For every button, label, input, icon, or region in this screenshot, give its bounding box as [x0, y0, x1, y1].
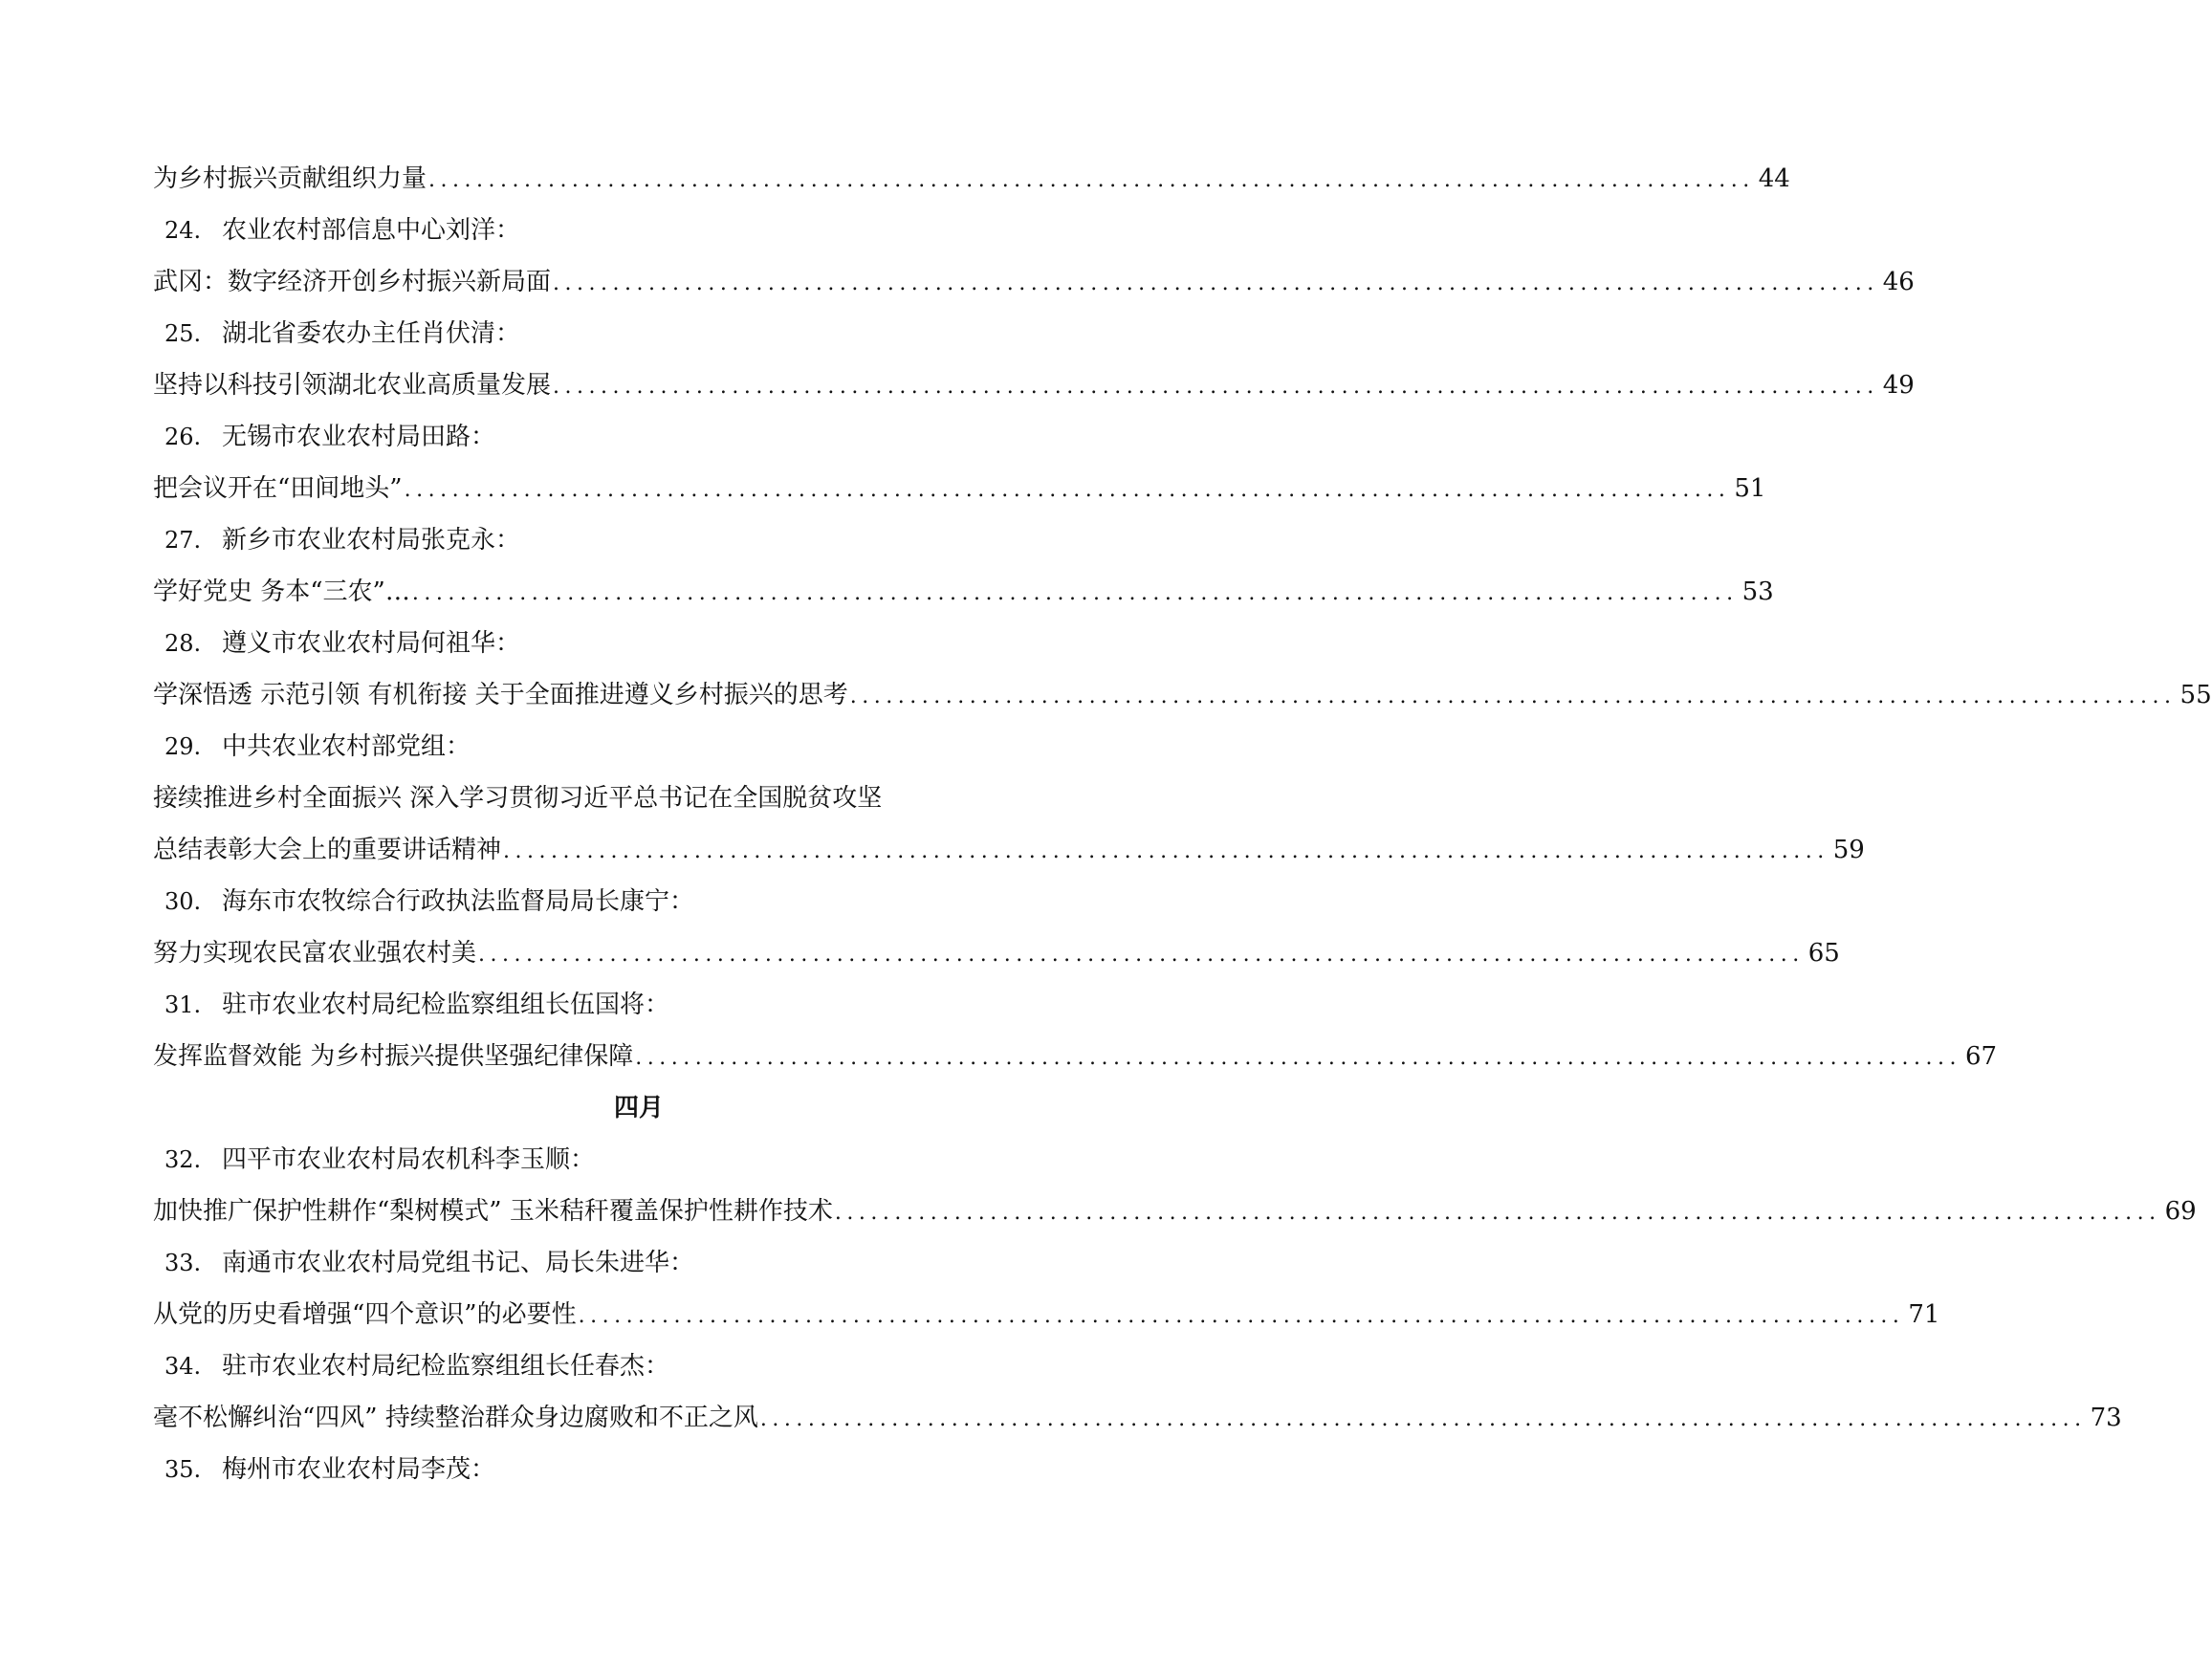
toc-title: 努力实现农民富农业强农村美	[153, 939, 477, 968]
author-text: 驻市农业农村局纪检监察组组长任春杰：	[222, 1352, 670, 1381]
toc-title: 加快推广保护性耕作“梨树模式” 玉米秸秆覆盖保护性耕作技术	[153, 1197, 833, 1226]
toc-page-number: 59	[1832, 836, 1865, 864]
author-text: 新乡市农业农村局张克永：	[222, 526, 521, 555]
toc-title-continued: 接续推进乡村全面振兴 深入学习贯彻习近平总书记在全国脱贫攻坚	[153, 784, 883, 813]
toc-title: 总结表彰大会上的重要讲话精神	[153, 836, 502, 864]
toc-entry-author	[153, 205, 1125, 256]
toc-page-number: 73	[2090, 1404, 2122, 1432]
toc-entry-title	[153, 1289, 1940, 1340]
entry-number: 25.	[164, 320, 202, 347]
toc-entry-title	[153, 669, 2212, 721]
entry-number: 28.	[164, 630, 202, 657]
entry-number: 35.	[164, 1456, 202, 1483]
toc-entry-author	[153, 876, 1125, 927]
toc-entry-author	[153, 1340, 1125, 1392]
toc-page-number: 44	[1758, 164, 1790, 193]
toc-title: 发挥监督效能 为乡村振兴提供坚强纪律保障	[153, 1042, 634, 1071]
toc-entry-author	[153, 721, 1125, 773]
toc-entry-title	[153, 153, 1790, 205]
author-text: 南通市农业农村局党组书记、局长朱进华：	[222, 1249, 695, 1277]
toc-entry-title	[153, 824, 1865, 876]
author-text: 遵义市农业农村局何祖华：	[222, 629, 521, 658]
entry-number: 32.	[164, 1146, 202, 1173]
author-text: 中共农业农村部党组：	[222, 732, 471, 761]
author-text: 无锡市农业农村局田路：	[222, 423, 496, 451]
leader-dots: ...............................................................................................................	[834, 1201, 2161, 1225]
leader-dots: ...............................................................................................................	[759, 1407, 2087, 1431]
entry-number: 24.	[164, 217, 202, 244]
toc-entry-author	[153, 514, 1125, 566]
entry-number: 29.	[164, 733, 202, 760]
toc-entry-author	[153, 1444, 1125, 1495]
toc-entry-author	[153, 308, 1125, 359]
toc-page-number: 65	[1807, 939, 1840, 968]
author-text: 梅州市农业农村局李茂：	[222, 1455, 496, 1484]
toc-title: 学好党史 务本“三农”…	[153, 577, 410, 606]
toc-entry-title	[153, 256, 1915, 308]
author-text: 农业农村部信息中心刘洋：	[222, 216, 521, 245]
leader-dots: ...............................................................................................................	[404, 478, 1731, 502]
toc-page	[153, 153, 2212, 1495]
entry-number: 27.	[164, 527, 202, 554]
author-text: 驻市农业农村局纪检监察组组长伍国将：	[222, 991, 670, 1019]
toc-title: 毫不松懈纠治“四风” 持续整治群众身边腐败和不正之风	[153, 1404, 758, 1432]
toc-page-number: 46	[1882, 268, 1915, 296]
toc-entry-author	[153, 411, 1125, 463]
toc-entry-title	[153, 463, 1766, 514]
toc-page-number: 49	[1882, 371, 1915, 400]
toc-page-number: 51	[1734, 474, 1766, 503]
author-text: 海东市农牧综合行政执法监督局局长康宁：	[222, 887, 695, 916]
leader-dots: ...............................................................................................................	[553, 375, 1879, 399]
toc-title: 把会议开在“田间地头”	[153, 474, 403, 503]
toc-title: 为乡村振兴贡献组织力量	[153, 164, 427, 193]
toc-entry-author	[153, 1237, 1125, 1289]
toc-title: 武冈：数字经济开创乡村振兴新局面	[153, 268, 552, 296]
leader-dots: ...............................................................................................................	[578, 1304, 1905, 1328]
toc-entry-title	[153, 1186, 2197, 1237]
leader-dots: ...............................................................................................................	[849, 685, 2177, 708]
toc-entry-title	[153, 1031, 1998, 1082]
toc-entry-title	[153, 566, 1774, 618]
leader-dots: ...............................................................................................................	[553, 272, 1879, 295]
entry-number: 34.	[164, 1353, 202, 1380]
toc-entry-author	[153, 1134, 1125, 1186]
author-text: 四平市农业农村局农机科李玉顺：	[222, 1145, 596, 1174]
leader-dots: ...............................................................................................................	[478, 943, 1805, 967]
toc-page-number: 67	[1965, 1042, 1998, 1071]
entry-number: 31.	[164, 991, 202, 1018]
leader-dots: ...............................................................................................................	[503, 839, 1829, 863]
author-text: 湖北省委农办主任肖伏清：	[222, 319, 521, 348]
month-heading: 四月	[613, 1094, 664, 1122]
entry-number: 30.	[164, 888, 202, 915]
entry-number: 33.	[164, 1250, 202, 1276]
toc-entry-title	[153, 359, 1915, 411]
leader-dots: ...............................................................................................................	[635, 1046, 1962, 1070]
toc-page-number: 69	[2164, 1197, 2197, 1226]
toc-title: 从党的历史看增强“四个意识”的必要性	[153, 1300, 577, 1329]
toc-title: 学深悟透 示范引领 有机衔接 关于全面推进遵义乡村振兴的思考	[153, 681, 848, 709]
leader-dots: ...............................................................................................................	[428, 168, 1755, 192]
toc-entry-author	[153, 618, 1125, 669]
leader-dots: ...............................................................................................................	[411, 581, 1739, 605]
toc-page-number: 53	[1741, 577, 1774, 606]
toc-page-number: 71	[1908, 1300, 1940, 1329]
toc-entry-title	[153, 1392, 2122, 1444]
toc-entry-author	[153, 979, 1125, 1031]
toc-title: 坚持以科技引领湖北农业高质量发展	[153, 371, 552, 400]
toc-page-number: 55	[2179, 681, 2212, 709]
toc-entry-title	[153, 927, 1840, 979]
entry-number: 26.	[164, 424, 202, 450]
